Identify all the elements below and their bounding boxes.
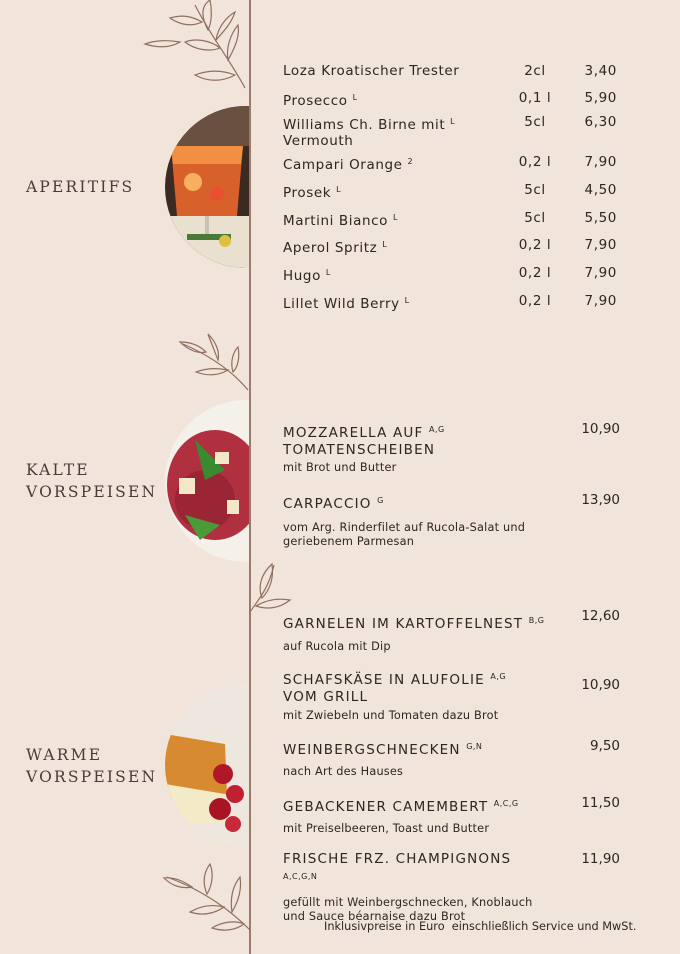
dish-name: MOZZARELLA AUF	[283, 425, 424, 441]
dish-description: vom Arg. Rinderfilet auf Rucola-Salat und	[283, 521, 526, 534]
aperitif-name: Campari Orange	[283, 157, 403, 173]
aperitif-item	[283, 90, 628, 110]
aperitif-size: 2cl	[524, 63, 546, 79]
section-title-warme-vorspeisen: VORSPEISEN	[26, 768, 158, 786]
dish-item	[283, 608, 628, 654]
allergen-code: L	[404, 296, 410, 305]
allergen-code: L	[325, 268, 331, 277]
aperitif-item	[283, 114, 628, 150]
camembert-photo	[165, 684, 249, 846]
aperitif-price: 6,30	[584, 114, 617, 130]
dish-name: GARNELEN IM KARTOFFELNEST	[283, 616, 524, 632]
dish-price: 11,50	[581, 795, 620, 811]
aperitif-name: Aperol Spritz	[283, 240, 378, 256]
aperitif-item	[283, 210, 628, 230]
leaf-branch-top-icon	[140, 0, 250, 90]
dish-item	[283, 851, 628, 924]
carpaccio-photo	[165, 400, 249, 562]
section-title-kalte: KALTE	[26, 461, 90, 479]
dish-item	[283, 738, 628, 779]
dish-name-line2: VOM GRILL	[283, 689, 369, 705]
allergen-code: 2	[407, 157, 414, 166]
dish-name: WEINBERGSCHNECKEN	[283, 742, 461, 758]
dish-price: 12,60	[581, 608, 620, 624]
aperitif-price: 7,90	[584, 237, 617, 253]
allergen-code: L	[352, 93, 358, 102]
aperitif-name: Prosecco	[283, 93, 348, 109]
aperitif-name: Lillet Wild Berry	[283, 296, 400, 312]
aperitif-price: 5,50	[584, 210, 617, 226]
allergen-code: L	[336, 185, 342, 194]
dish-description: mit Zwiebeln und Tomaten dazu Brot	[283, 709, 499, 722]
dish-name: SCHAFSKÄSE IN ALUFOLIE	[283, 672, 485, 688]
leaf-branch-bottom-icon	[162, 862, 252, 932]
allergen-code: L	[450, 117, 456, 126]
aperitif-size: 5cl	[524, 114, 546, 130]
aperitif-item	[283, 63, 628, 83]
allergen-code: L	[382, 240, 388, 249]
aperitif-price: 4,50	[584, 182, 617, 198]
leaf-branch-mid-icon	[178, 332, 250, 392]
aperitif-photo	[165, 106, 249, 268]
aperitif-size: 0,2 l	[518, 237, 552, 253]
aperitif-size: 0,1 l	[518, 90, 552, 106]
dish-price: 13,90	[581, 492, 620, 508]
aperitif-item	[283, 154, 628, 174]
dish-price: 10,90	[581, 677, 620, 693]
dish-price: 11,90	[581, 851, 620, 867]
section-title-aperitifs: APERITIFS	[26, 178, 135, 196]
dish-item	[283, 795, 628, 836]
dish-name: CARPACCIO	[283, 496, 372, 512]
footer-note: Inklusivpreise in Euro einschließlich Service und MwSt.	[324, 920, 637, 933]
aperitif-name: Williams Ch. Birne mit	[283, 117, 446, 133]
aperitif-price: 3,40	[584, 63, 617, 79]
aperitif-name-line2: Vermouth	[283, 133, 354, 149]
dish-description: mit Brot und Butter	[283, 461, 397, 474]
aperitif-size: 0,2 l	[518, 293, 552, 309]
aperitif-price: 5,90	[584, 90, 617, 106]
aperitif-name: Martini Bianco	[283, 213, 389, 229]
dish-price: 9,50	[589, 738, 620, 754]
dish-item	[283, 492, 628, 549]
dish-price: 10,90	[581, 421, 620, 437]
aperitif-item	[283, 293, 628, 313]
aperitif-item	[283, 237, 628, 257]
allergen-code: A,G	[490, 672, 507, 681]
aperitif-name: Prosek	[283, 185, 332, 201]
aperitif-size: 0,2 l	[518, 265, 552, 281]
aperitif-price: 7,90	[584, 293, 617, 309]
dish-description: auf Rucola mit Dip	[283, 640, 391, 653]
dish-name: FRISCHE FRZ. CHAMPIGNONS	[283, 851, 512, 867]
aperitif-price: 7,90	[584, 154, 617, 170]
aperitif-name: Loza Kroatischer Trester	[283, 63, 460, 79]
dish-description-line2: und Sauce béarnaise dazu Brot	[283, 910, 466, 923]
aperitif-item	[283, 265, 628, 285]
section-title-warme: WARME	[26, 746, 103, 764]
allergen-code: G,N	[466, 742, 483, 751]
allergen-code: A,G	[428, 425, 445, 434]
allergen-code: G	[377, 496, 384, 505]
dish-description: nach Art des Hauses	[283, 765, 404, 778]
dish-item	[283, 668, 628, 723]
dish-name-line2: TOMATENSCHEIBEN	[283, 442, 436, 458]
allergen-code: B,G	[528, 616, 545, 625]
allergen-code: L	[392, 213, 398, 222]
dish-item	[283, 421, 628, 475]
aperitif-item	[283, 182, 628, 202]
divider-line	[249, 0, 251, 954]
aperitif-size: 5cl	[524, 182, 546, 198]
dish-name: GEBACKENER CAMEMBERT	[283, 799, 489, 815]
aperitif-price: 7,90	[584, 265, 617, 281]
section-title-kalte-vorspeisen: VORSPEISEN	[26, 483, 158, 501]
aperitif-size: 5cl	[524, 210, 546, 226]
aperitif-name: Hugo	[283, 268, 321, 284]
dish-description: mit Preiselbeeren, Toast und Butter	[283, 822, 490, 835]
leaf-sprig-icon	[248, 560, 293, 615]
aperitif-size: 0,2 l	[518, 154, 552, 170]
allergen-code: A,C,G,N	[283, 872, 318, 881]
allergen-code: A,C,G	[493, 799, 519, 808]
dish-description: gefüllt mit Weinbergschnecken, Knoblauch	[283, 896, 533, 909]
dish-description-line2: geriebenem Parmesan	[283, 535, 415, 548]
